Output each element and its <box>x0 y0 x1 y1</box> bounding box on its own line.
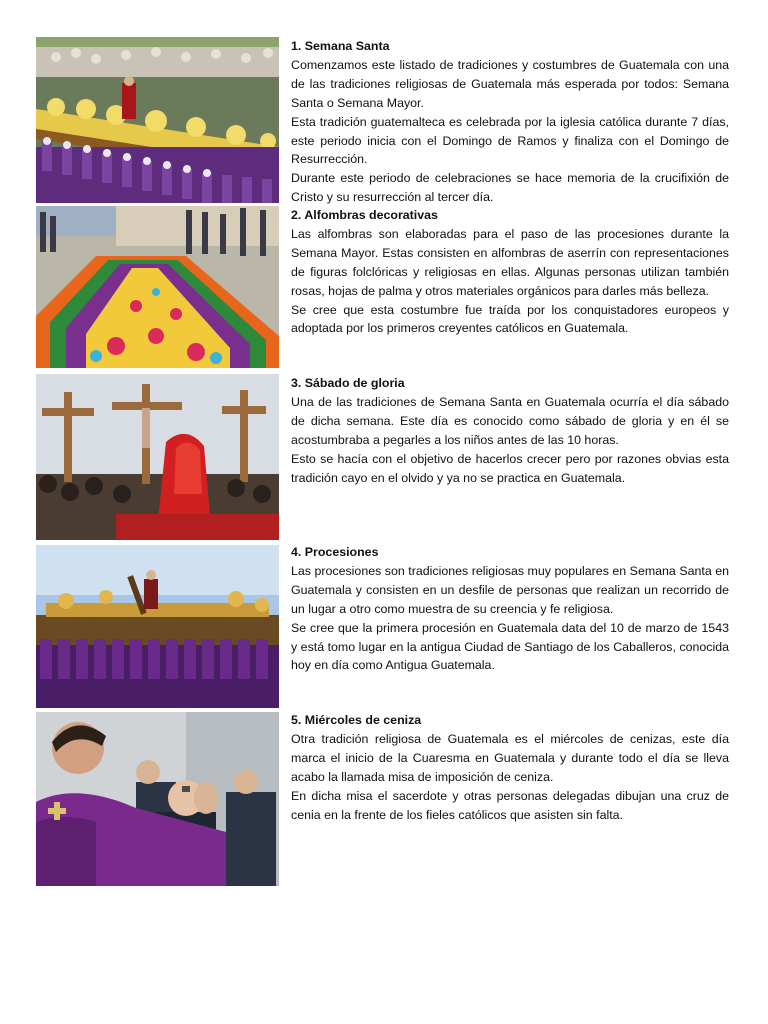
paragraph: Esto se hacía con el objetivo de hacerlos crecer pero por razones obvias esta tradición cayo en el olvido y ya no se practica en Guatemala. <box>291 451 729 485</box>
section-title: 2. Alfombras decorativas <box>291 208 438 222</box>
section-sabado-gloria <box>291 374 729 487</box>
section-title: 3. Sábado de gloria <box>291 376 405 390</box>
section-procesiones <box>291 543 729 675</box>
paragraph: Esta tradición guatemalteca es celebrada por la iglesia católica durante 7 días, este periodo inicia con el Domingo de Ramos y finaliza con el Domingo de Resurrección. <box>291 114 729 167</box>
paragraph: Otra tradición religiosa de Guatemala es el miércoles de cenizas, este día marca el inicio de la Cuaresma en Guatemala y durante todo el día se lleva acabo la llamada misa de imposición de ceniza. <box>291 731 729 784</box>
paragraph: Se cree que la primera procesión en Guatemala data del 10 de marzo de 1543 y está tomo lugar en la antigua Ciudad de Santiago de los Caballeros, conocida hoy en día como Antigua Guatemala. <box>291 620 729 673</box>
paragraph: Se cree que esta costumbre fue traída por los conquistadores europeos y adoptada por los primeros creyentes católicos en Guatemala. <box>291 302 729 336</box>
procesiones-photo <box>36 545 279 708</box>
section-title: 1. Semana Santa <box>291 39 390 53</box>
paragraph: Las procesiones son tradiciones religiosas muy populares en Semana Santa en Guatemala y consisten en un desfile de personas que realizan un recorrido de un lugar a otro como muestra de su creencia y fe religiosa. <box>291 563 729 616</box>
paragraph: Comenzamos este listado de tradiciones y costumbres de Guatemala con una de las tradiciones religiosas de Guatemala más esperada por todos: Semana Santa o Semana Mayor. <box>291 57 729 110</box>
section-alfombras <box>291 206 729 338</box>
sabado-gloria-photo <box>36 374 279 540</box>
section-miercoles-ceniza <box>291 711 729 824</box>
miercoles-ceniza-photo <box>36 712 279 886</box>
section-title: 4. Procesiones <box>291 545 379 559</box>
paragraph: Una de las tradiciones de Semana Santa en Guatemala ocurría el día sábado de dicha semana. Este día es conocido como sábado de gloria y en él se acostumbraba a pegarles a los niños antes de las 10 horas. <box>291 394 729 447</box>
paragraph: Las alfombras son elaboradas para el paso de las procesiones durante la Semana Mayor. Estas consisten en alfombras de aserrín con representaciones de figuras folclóricas y religiosas en ellas. Algunas personas utilizan también rosas, hojas de palma y otros materiales orgánicos para darles más belleza. <box>291 226 729 298</box>
alfombras-photo <box>36 206 279 368</box>
section-title: 5. Miércoles de ceniza <box>291 713 422 727</box>
paragraph: En dicha misa el sacerdote y otras personas delegadas dibujan una cruz de cenia en la frente de los fieles católicos que asisten sin falta. <box>291 788 729 822</box>
semana-santa-photo <box>36 37 279 203</box>
paragraph: Durante este periodo de celebraciones se hace memoria de la crucifixión de Cristo y su resurrección al tercer día. <box>291 171 729 205</box>
section-semana-santa <box>291 37 729 207</box>
